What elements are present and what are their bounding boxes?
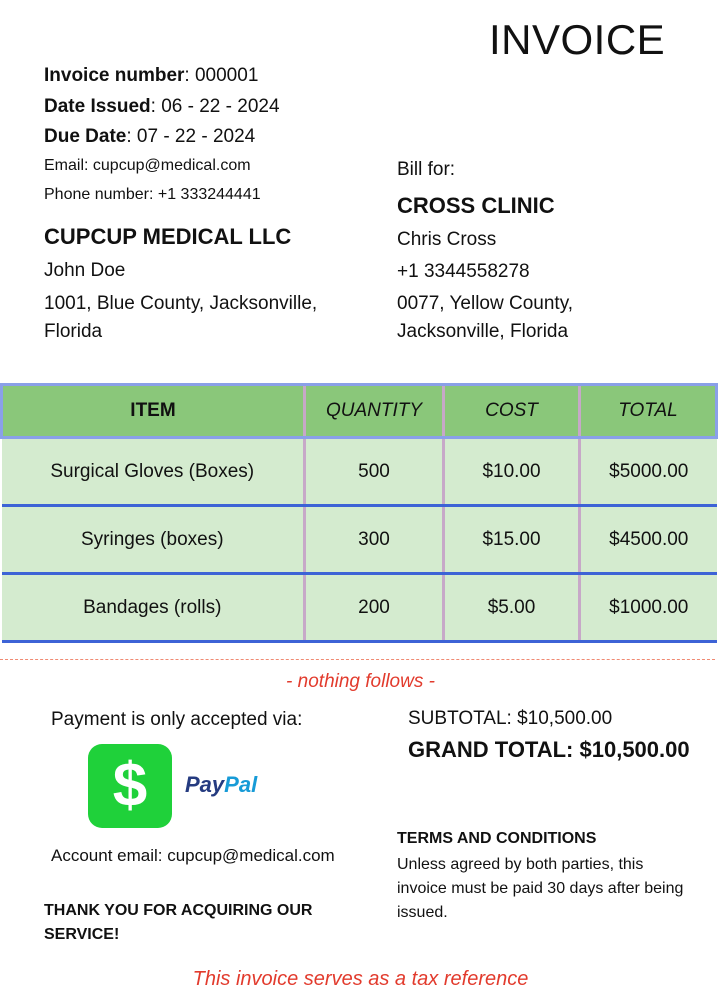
bill-to-address: 0077, Yellow County, Jacksonville, Florida [397,293,574,342]
account-email: Account email: cupcup@medical.com [51,846,335,865]
cell-item: Syringes (boxes) [2,506,305,574]
date-issued-value: : 06 - 22 - 2024 [150,96,280,117]
due-date-label: Due Date [44,126,127,147]
invoice-number [44,65,258,87]
date-issued-label: Date Issued [44,96,151,117]
cell-quantity: 200 [305,574,444,642]
grand-total: GRAND TOTAL: $10,500.00 [408,737,690,762]
cell-total: $4500.00 [580,506,717,574]
seller-email: Email: cupcup@medical.com [44,157,251,174]
header-total: TOTAL [580,385,717,438]
subtotal: SUBTOTAL: $10,500.00 [408,708,613,729]
header-cost: COST [444,385,580,438]
cell-item: Bandages (rolls) [2,574,305,642]
bill-to-company: CROSS CLINIC [397,193,555,218]
cell-cost: $5.00 [444,574,580,642]
items-table [0,383,718,643]
tax-reference-note: This invoice serves as a tax reference [192,968,529,990]
table-header-row [2,385,717,438]
cell-quantity: 500 [305,438,444,506]
due-date-value: : 07 - 22 - 2024 [126,126,256,147]
cashapp-icon [88,744,172,828]
seller-phone: Phone number: +1 333244441 [44,186,261,203]
bill-to-phone: +1 3344558278 [397,261,530,282]
terms-heading: TERMS AND CONDITIONS [397,830,597,847]
cell-total: $1000.00 [580,574,717,642]
header-item: ITEM [2,385,305,438]
invoice-number-label: Invoice number [44,65,185,86]
payment-label: Payment is only accepted via: [51,709,303,730]
cell-total: $5000.00 [580,438,717,506]
bill-to-label: Bill for: [397,159,456,180]
invoice-title: INVOICE [489,16,666,63]
table-row [2,574,717,642]
thank-you-note: THANK YOU FOR ACQUIRING OUR SERVICE! [44,902,313,943]
cashapp-glyph: $ [112,751,148,820]
cell-item: Surgical Gloves (Boxes) [2,438,305,506]
header-quantity: QUANTITY [305,385,444,438]
due-date [44,126,255,148]
cell-cost: $10.00 [444,438,580,506]
seller-company: CUPCUP MEDICAL LLC [44,224,292,249]
paypal-logo-part2: Pal [224,772,258,797]
date-issued [44,96,280,118]
terms-body: Unless agreed by both parties, this invoice must be paid 30 days after being issued. [397,856,684,921]
cell-cost: $15.00 [444,506,580,574]
dashed-divider [0,659,715,660]
table-row [2,506,717,574]
nothing-follows-note: - nothing follows - [286,671,435,692]
bill-to-contact: Chris Cross [397,229,497,250]
invoice-number-value: : 000001 [184,65,259,86]
table-row [2,438,717,506]
seller-contact: John Doe [44,260,126,281]
paypal-logo-part1: Pay [185,772,225,797]
paypal-logo-icon [185,772,257,798]
cell-quantity: 300 [305,506,444,574]
seller-address: 1001, Blue County, Jacksonville, Florida [44,293,318,342]
